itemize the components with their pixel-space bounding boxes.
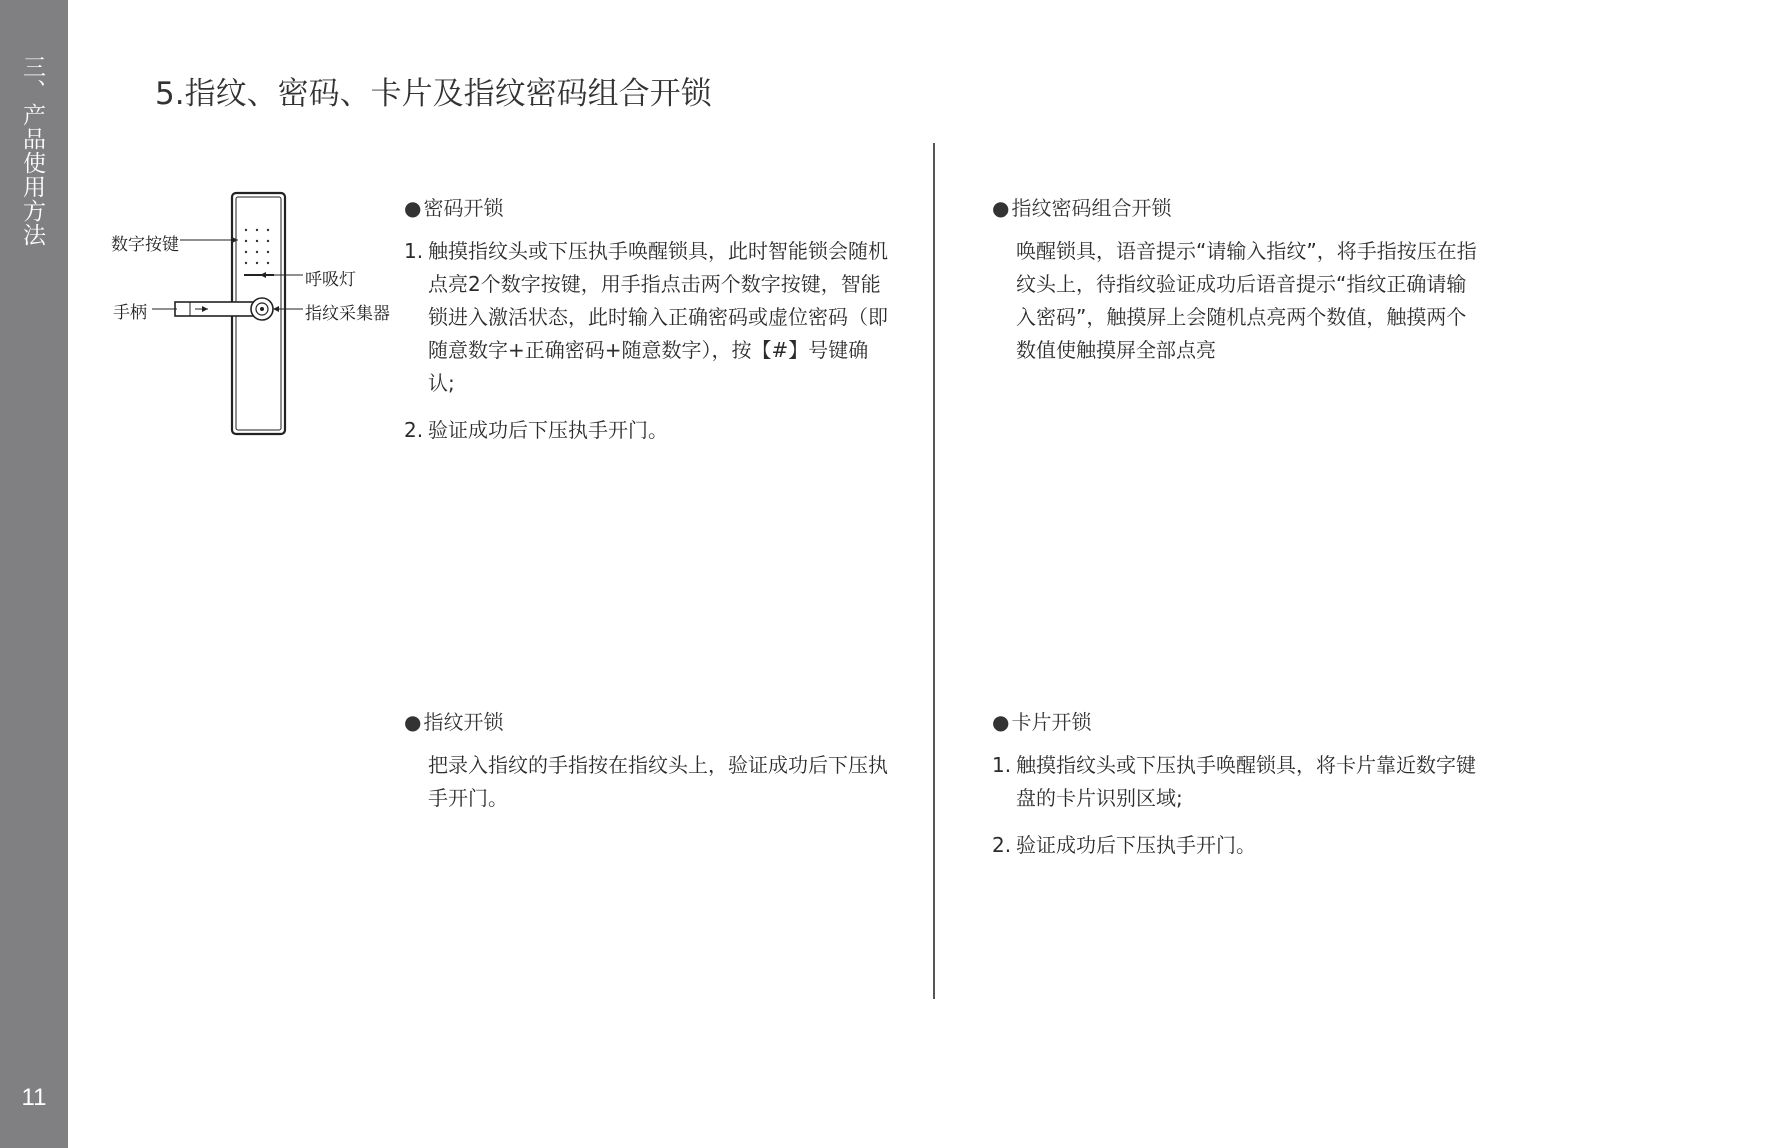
label-breathing-light: 呼吸灯 — [305, 270, 356, 290]
label-keypad: 数字按键 — [111, 235, 179, 255]
sidebar — [0, 0, 68, 1148]
section-combo-unlock — [992, 192, 1482, 367]
label-fingerprint-sensor: 指纹采集器 — [305, 304, 390, 324]
bullet-icon: ● — [404, 710, 422, 734]
bullet-icon: ● — [992, 710, 1010, 734]
section-heading: ● 指纹开锁 — [404, 710, 504, 734]
lock-diagram — [105, 190, 405, 440]
section-heading: ● 密码开锁 — [404, 196, 504, 220]
page-number: 11 — [21, 1084, 47, 1111]
section-password-unlock — [404, 192, 894, 461]
label-handle: 手柄 — [113, 303, 147, 323]
section-card-unlock — [992, 706, 1482, 876]
section-fingerprint-unlock — [404, 706, 894, 815]
column-divider — [933, 143, 935, 999]
bullet-icon: ● — [404, 196, 422, 220]
section-heading: ● 卡片开锁 — [992, 710, 1092, 734]
chapter-title: 三、产品使用方法 — [19, 55, 45, 247]
list-item: 2. 验证成功后下压执手开门。 — [404, 418, 668, 442]
section-paragraph: 唤醒锁具，语音提示“请输入指纹”，将手指按压在指纹头上，待指纹验证成功后语音提示“指纹正确请输入密码”，触摸屏上会随机点亮两个数值，触摸两个数值使触摸屏全部点亮 — [1016, 239, 1477, 362]
list-item: 1. 触摸指纹头或下压执手唤醒锁具，将卡片靠近数字键盘的卡片识别区域; — [992, 753, 1476, 810]
bullet-icon: ● — [992, 196, 1010, 220]
list-item: 1. 触摸指纹头或下压执手唤醒锁具，此时智能锁会随机点亮2个数字按键，用手指点击两个数字按键，智能锁进入激活状态，此时输入正确密码或虚位密码（即随意数字+正确密码+随意数字），按【#】号键确认; — [404, 239, 888, 395]
section-paragraph: 把录入指纹的手指按在指纹头上，验证成功后下压执手开门。 — [428, 753, 888, 810]
section-heading: ● 指纹密码组合开锁 — [992, 196, 1172, 220]
list-item: 2. 验证成功后下压执手开门。 — [992, 833, 1256, 857]
page-title: 5.指纹、密码、卡片及指纹密码组合开锁 — [155, 76, 712, 112]
